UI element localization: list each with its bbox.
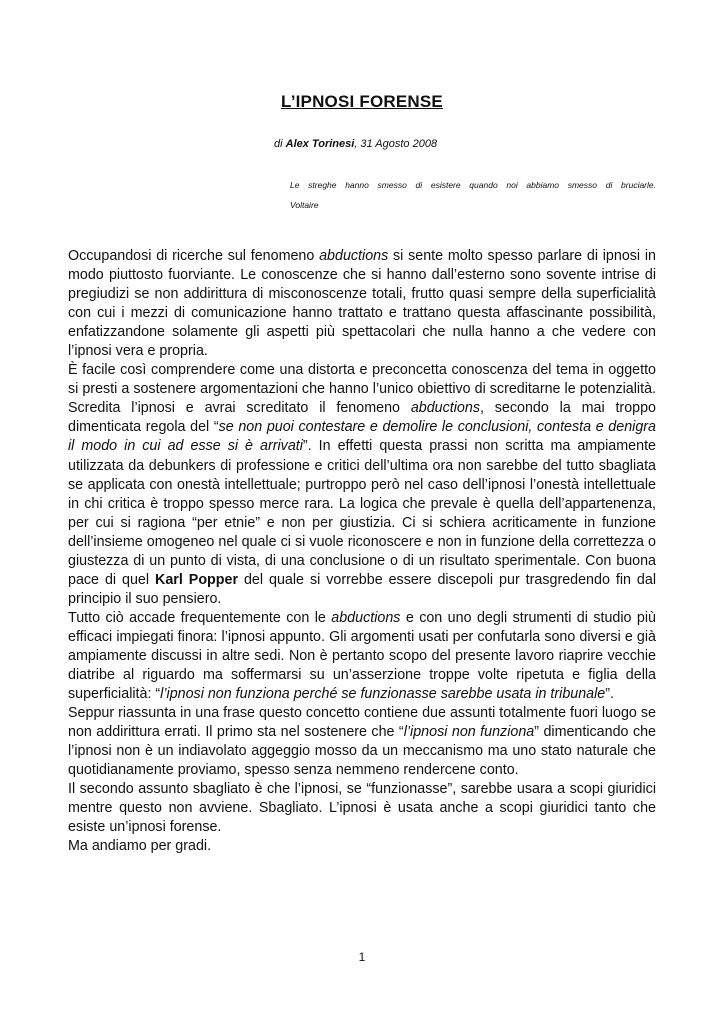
paragraph-italic: l’ipnosi non funziona perché se funzionasse sarebbe usata in tribunale [160, 686, 606, 703]
paragraph-text: Tutto ciò accade frequentemente con le [68, 609, 332, 626]
paragraph-italic: abductions [319, 248, 389, 264]
body-text [68, 247, 656, 857]
paragraph-text: Ma andiamo per gradi. [68, 838, 212, 855]
paragraph-text: ”. [605, 686, 614, 703]
paragraph-text: ” dimenticando che l’ipnosi non è un indiavolato aggeggio mosso da un meccanismo ma uno stato naturale che quotidianamente proviamo, spesso senza nemmeno rendercene conto. [68, 724, 656, 779]
epigraph-quote: Le streghe hanno smesso di esistere quando noi abbiamo smesso di bruciarle. [290, 180, 656, 190]
paragraph-6 [68, 837, 656, 856]
paragraph-italic: se non puoi contestare e demolire le conclusioni, contesta e denigra il modo in cui ad esse si è arrivati [68, 419, 656, 455]
byline [274, 138, 437, 150]
paragraph-text: del quale si vorrebbe essere discepoli pur trasgredendo fin dal principio il suo pensiero. [68, 571, 656, 607]
paragraph-2 [68, 361, 656, 609]
paragraph-italic: abductions [331, 609, 401, 626]
paragraph-text: Il secondo assunto sbagliato è che l’ipnosi, se “funzionasse”, sarebbe usara a scopi giuridici mentre questo non avviene. Sbagliato. L’ipnosi è usata anche a scopi giuridici tanto che esiste un’ipnosi forense. [68, 781, 656, 836]
byline-date: , 31 Agosto 2008 [354, 138, 438, 150]
paragraph-text: si sente molto spesso parlare di ipnosi in modo piuttosto fuorviante. Le conoscenze che si hanno dall’esterno sono sovente intrise di pregiudizi se non addirittura di misconoscenze totali, frutto quasi sempre della superficialità con cui i mezzi di comunicazione hanno trattato e trattano questa affascinante possibilità, enfatizzandone solamente gli aspetti più spettacolari che nulla hanno a che vedere con l’ipnosi vera e propria. [68, 248, 656, 360]
document-title: L’IPNOSI FORENSE [281, 92, 443, 111]
paragraph-3 [68, 609, 656, 704]
epigraph-author: Voltaire [290, 200, 319, 210]
byline-prefix: di [274, 138, 283, 150]
paragraph-1 [68, 247, 656, 361]
paragraph-text: e con uno degli strumenti di studio più efficaci impiegati finora: l’ipnosi appunto. Gli argomenti usati per confutarla sono diversi e già ampiamente discussi in altre sedi. Non è pertanto scopo del presente lavoro riaprire vecchie diatribe al riguardo ma soffermarsi su un’asserzione troppe volte ripetuta e figlia della superficialità: “ [68, 609, 656, 703]
paragraph-text: È facile così comprendere come una distorta e preconcetta conoscenza del tema in oggetto si presti a sostenere argomentazioni che hanno l’unico obiettivo di screditarne le potenzialità. Scredita l’ipnosi e avrai screditato il fenomeno [68, 362, 656, 417]
paragraph-text: Seppur riassunta in una frase questo concetto contiene due assunti totalmente fuori luogo se non addirittura errati. Il primo sta nel sostenere che “ [68, 705, 656, 741]
byline-author: Alex Torinesi [285, 138, 355, 150]
paragraph-italic: l’ipnosi non funziona [403, 724, 535, 741]
paragraph-bold: Karl Popper [155, 571, 239, 588]
paragraph-italic: abductions [410, 400, 480, 417]
paragraph-4 [68, 704, 656, 780]
paragraph-text: Occupandosi di ricerche sul fenomeno [68, 248, 320, 264]
page-number: 1 [358, 950, 366, 964]
paragraph-text: , secondo la mai troppo dimenticata regola del “ [68, 400, 657, 436]
paragraph-5 [68, 780, 656, 837]
paragraph-text: ”. In effetti questa prassi non scritta ma ampiamente utilizzata da debunkers di professione e critici dell’ultima ora non sarebbe del tutto sbagliata se applicata con onestà intellettuale; purtroppo però nel caso dell’ipnosi l’onestà intellettuale in chi critica è troppo spesso merce rara. La logica che prevale è quella dell’appartenenza, per cui si ragiona “per etnie” e non per giustizia. Ci si schiera acriticamente in funzione dell’insieme omogeneo nel quale ci si vuole riconoscere e non in funzione della correttezza o giustezza di un punto di vista, di una conclusione o di un risultato sperimentale. Con buona pace di quel [68, 438, 656, 588]
